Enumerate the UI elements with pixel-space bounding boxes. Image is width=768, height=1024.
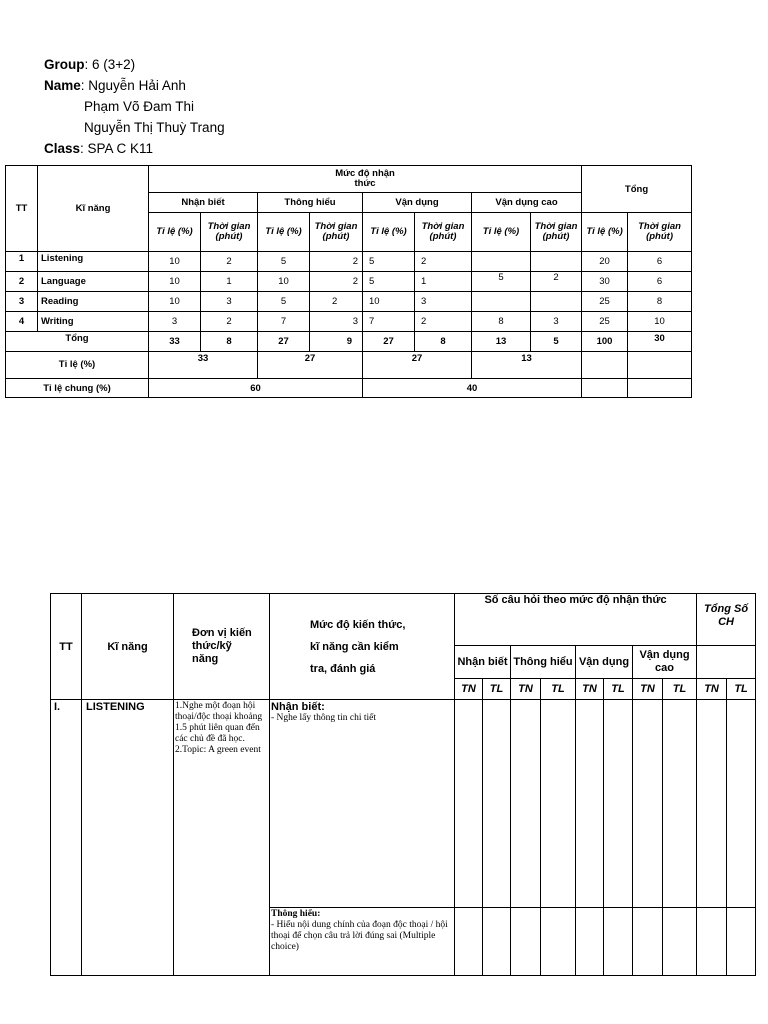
count-cell (633, 700, 663, 908)
cell: 3 (201, 292, 258, 312)
level-header-line: thức (354, 178, 376, 189)
tl-header: TL (663, 679, 697, 700)
empty-cell (697, 646, 756, 679)
count-cell (541, 700, 576, 908)
tn-header: TN (576, 679, 604, 700)
row-number: 3 (6, 292, 38, 312)
nhan-biet-title: Nhận biết: (271, 701, 325, 713)
cell (472, 292, 531, 312)
total-label: Tổng (6, 332, 149, 352)
cell: 5 (363, 252, 415, 272)
count-cell (576, 700, 604, 908)
empty-cell (628, 352, 692, 379)
cell: 2 (415, 252, 472, 272)
row-skill: Writing (38, 312, 149, 332)
ratio-subheader: Tỉ lệ (%) (582, 213, 628, 252)
ratio-cell: 27 (258, 352, 363, 379)
time-subheader: Thời gian (phút) (531, 213, 582, 252)
time-subheader: Thời gian (phút) (310, 213, 363, 252)
cell: 5 (258, 292, 310, 312)
level-van-dung-cao: Vận dụng cao (633, 646, 697, 679)
row-skill: Language (38, 272, 149, 292)
cell: 10 (149, 292, 201, 312)
total-cell: 33 (149, 332, 201, 352)
total-row (6, 332, 692, 352)
name-label: Name (44, 78, 81, 93)
tl-header: TL (483, 679, 511, 700)
row-number: 2 (6, 272, 38, 292)
count-cell (633, 908, 663, 976)
cell: 10 (149, 252, 201, 272)
total-cell: 27 (363, 332, 415, 352)
group-label: Group (44, 57, 85, 72)
tl-header: TL (604, 679, 633, 700)
assessment-matrix-table (5, 165, 692, 398)
level-van-dung: Vận dụng (363, 193, 472, 213)
cell: 1 (415, 272, 472, 292)
ratio-subheader: Tỉ lệ (%) (472, 213, 531, 252)
thong-hieu-title: Thông hiểu: (271, 909, 321, 919)
tt-header: TT (6, 166, 38, 252)
cell (531, 292, 582, 312)
total-cell: 27 (258, 332, 310, 352)
time-subheader: Thời gian (phút) (628, 213, 692, 252)
nhan-biet-criteria (270, 700, 455, 908)
tl-header: TL (727, 679, 756, 700)
level-header (149, 166, 582, 193)
class-value: : SPA C K11 (80, 141, 154, 156)
total-cell: 8 (415, 332, 472, 352)
ratio-general-label: Tỉ lệ chung (%) (6, 379, 149, 398)
thong-hieu-description: - Hiểu nội dung chính của đoạn độc thoại / hội thoại để chọn câu trả lời đúng sai (Multiple choice) (271, 920, 448, 952)
count-cell (541, 908, 576, 976)
ratio-subheader: Tỉ lệ (%) (149, 213, 201, 252)
count-cell (727, 700, 756, 908)
cell: 10 (149, 272, 201, 292)
cell: 1 (201, 272, 258, 292)
level-header-line: Mức độ nhận (335, 168, 395, 179)
cell (531, 252, 582, 272)
ratio-cell: 13 (472, 352, 582, 379)
tn-header: TN (455, 679, 483, 700)
count-cell (697, 700, 727, 908)
class-label: Class (44, 141, 81, 156)
ratio-row (6, 352, 692, 379)
cell: 2 (201, 252, 258, 272)
level-thong-hieu: Thông hiểu (258, 193, 363, 213)
ratio-subheader: Tỉ lệ (%) (363, 213, 415, 252)
total-cell: 30 (628, 332, 692, 352)
count-cell (727, 908, 756, 976)
total-questions-header: Tổng Số CH (697, 594, 756, 646)
count-cell (483, 908, 511, 976)
knowledge-unit-header: Đơn vị kiến thức/kỹ năng (174, 594, 270, 700)
total-cell: 5 (531, 332, 582, 352)
cell: 3 (531, 312, 582, 332)
cell: 10 (628, 312, 692, 332)
level-van-dung: Vận dụng (576, 646, 633, 679)
tn-header: TN (697, 679, 727, 700)
cell: 25 (582, 292, 628, 312)
count-cell (697, 908, 727, 976)
total-cell: 100 (582, 332, 628, 352)
cell: 5 (258, 252, 310, 272)
skill-header: Kĩ năng (38, 166, 149, 252)
cell: 8 (472, 312, 531, 332)
cell: 2 (415, 312, 472, 332)
time-subheader: Thời gian (phút) (201, 213, 258, 252)
knowledge-unit-text: 1.Nghe một đoạn hội thoại/độc thoại khoảng 1.5 phút liên quan đến các chủ đề đã học. 2.Topic: A green event (174, 700, 270, 976)
cell: 7 (363, 312, 415, 332)
ratio-cell: 27 (363, 352, 472, 379)
ratio-general-row (6, 379, 692, 398)
count-cell (511, 700, 541, 908)
name-line (44, 75, 225, 96)
row-skill: Listening (38, 252, 149, 272)
cell: 3 (310, 312, 363, 332)
cell (472, 252, 531, 272)
section-number: I. (51, 700, 82, 976)
row-number: 1 (6, 252, 38, 272)
ratio-subheader: Tỉ lệ (%) (258, 213, 310, 252)
count-cell (663, 700, 697, 908)
row-skill: Reading (38, 292, 149, 312)
count-cell (604, 700, 633, 908)
group-value: : 6 (3+2) (84, 57, 136, 72)
count-cell (604, 908, 633, 976)
cell: 6 (628, 252, 692, 272)
cell: 2 (201, 312, 258, 332)
empty-cell (582, 352, 628, 379)
total-cell: 9 (310, 332, 363, 352)
cell: 20 (582, 252, 628, 272)
count-cell (455, 908, 483, 976)
document-header (44, 54, 225, 159)
cell: 3 (415, 292, 472, 312)
cell: 5 (472, 272, 531, 292)
group-line (44, 54, 225, 75)
level-thong-hieu: Thông hiểu (511, 646, 576, 679)
total-cell: 13 (472, 332, 531, 352)
level-nhan-biet: Nhận biết (455, 646, 511, 679)
name-value: : Nguyễn Hải Anh (80, 78, 186, 93)
question-count-header: Số câu hỏi theo mức độ nhận thức (455, 594, 697, 646)
class-line (44, 138, 225, 159)
count-cell (663, 908, 697, 976)
table-row (6, 312, 692, 332)
thong-hieu-criteria (270, 908, 455, 976)
table-row (6, 292, 692, 312)
cell: 7 (258, 312, 310, 332)
empty-cell (628, 379, 692, 398)
count-cell (455, 700, 483, 908)
cell: 3 (149, 312, 201, 332)
member-name: Phạm Võ Đam Thi (84, 99, 195, 114)
tn-header: TN (633, 679, 663, 700)
total-header: Tổng (582, 166, 692, 213)
skill-header: Kĩ năng (82, 594, 174, 700)
tl-header: TL (541, 679, 576, 700)
table-row (6, 272, 692, 292)
total-cell: 8 (201, 332, 258, 352)
ratio-label: Tỉ lệ (%) (6, 352, 149, 379)
tt-header: TT (51, 594, 82, 700)
ratio-general-cell: 40 (363, 379, 582, 398)
table-row (6, 252, 692, 272)
cell: 10 (258, 272, 310, 292)
cell: 2 (310, 292, 363, 312)
tn-header: TN (511, 679, 541, 700)
section-skill: LISTENING (82, 700, 174, 976)
cell: 10 (363, 292, 415, 312)
time-subheader: Thời gian (phút) (415, 213, 472, 252)
table-row (51, 700, 756, 908)
level-van-dung-cao: Vận dụng cao (472, 193, 582, 213)
cell: 8 (628, 292, 692, 312)
cell: 30 (582, 272, 628, 292)
count-cell (576, 908, 604, 976)
ratio-cell: 33 (149, 352, 258, 379)
cell: 2 (310, 272, 363, 292)
member-name: Nguyễn Thị Thuỳ Trang (84, 120, 225, 135)
ratio-general-cell: 60 (149, 379, 363, 398)
specification-table (50, 593, 756, 976)
nhan-biet-description: - Nghe lấy thông tin chi tiết (271, 713, 377, 723)
criteria-header: Mức độ kiến thức, kĩ năng cần kiểm tra, đánh giá (270, 594, 455, 700)
cell: 25 (582, 312, 628, 332)
count-cell (511, 908, 541, 976)
count-cell (483, 700, 511, 908)
cell: 2 (310, 252, 363, 272)
level-nhan-biet: Nhận biết (149, 193, 258, 213)
cell: 2 (531, 272, 582, 292)
empty-cell (582, 379, 628, 398)
cell: 6 (628, 272, 692, 292)
row-number: 4 (6, 312, 38, 332)
cell: 5 (363, 272, 415, 292)
